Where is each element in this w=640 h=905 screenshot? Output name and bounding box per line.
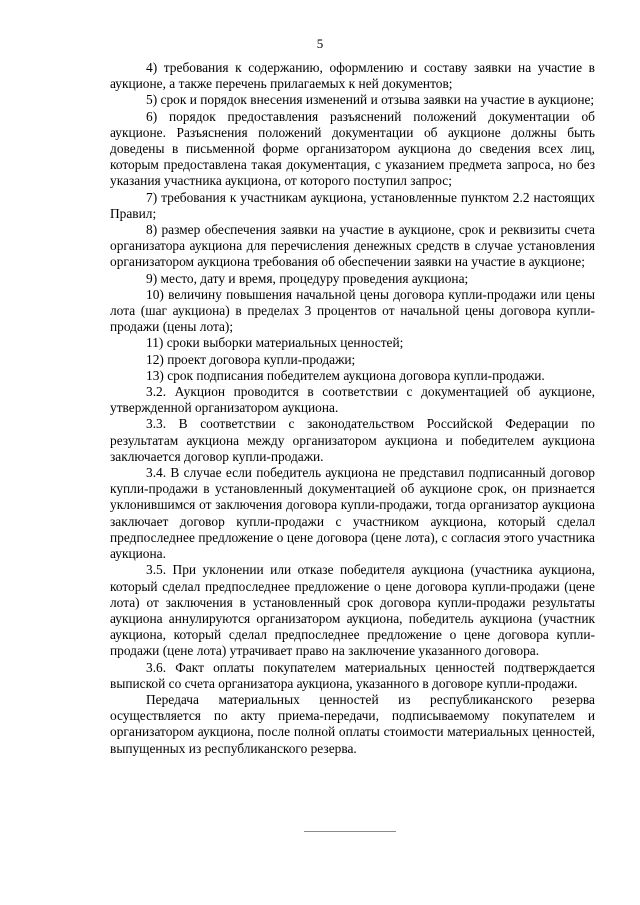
paragraph-item-8-application-security: 8) размер обеспечения заявки на участие в аукционе, срок и реквизиты счета организатора аукциона для перечисления денежных средств в случае установления организатором аукциона требования об обеспечении заявки на участие в аукционе; [110,222,595,270]
paragraph-item-10-auction-step: 10) величину повышения начальной цены договора купли-продажи или цены лота (шаг аукциона) в пределах 3 процентов от начальной цены договора купли-продажи (цены лота); [110,286,595,335]
paragraph-section-3-6: 3.6. Факт оплаты покупателем материальных ценностей подтверждается выпиской со счета организатора аукциона, указанного в договоре купли-продажи. [110,659,595,691]
paragraph-item-5-application-changes: 5) срок и порядок внесения изменений и отзыва заявки на участие в аукционе; [146,92,595,108]
paragraph-item-9-place-date-time: 9) место, дату и время, процедуру проведения аукциона; [146,270,469,286]
page-number: 5 [316,36,324,51]
paragraph-section-3-5: 3.5. При уклонении или отказе победителя аукциона (участника аукциона, который сделал предпоследнее предложение о цене договора купли-продажи (цене лота) от заключения в установленный срок договора купли-продажи результаты аукциона аннулируются организатором аукциона, победитель аукциона (участник аукциона, который сделал предпоследнее предложение о цене договора купли-продажи (цене лота) утрачивает право на заключение указанного договора. [110,562,595,659]
paragraph-item-11-collection-terms: 11) сроки выборки материальных ценностей; [146,335,404,351]
paragraph-item-12-draft-contract: 12) проект договора купли-продажи; [146,351,356,367]
paragraph-item-4-application-requirements: 4) требования к содержанию, оформлению и составу заявки на участие в аукционе, а также перечень прилагаемых к ней документов; [110,60,595,92]
paragraph-item-6-clarifications: 6) порядок предоставления разъяснений положений документации об аукционе. Разъяснения положений документации об аукционе должны быть доведены в письменной форме организатором аукциона до сведения всех лиц, которым предоставлена такая документация, с указанием предмета запроса, но без указания участника аукциона, от которого поступил запрос; [110,108,595,189]
paragraph-section-3-4: 3.4. В случае если победитель аукциона не представил подписанный договор купли-продажи в установленный документацией об аукционе срок, он признается уклонившимся от заключения договора купли-продажи, тогда организатор аукциона заключает договор купли-продажи с участником аукциона, который сделал предпоследнее предложение о цене договора (цене лота), с согласия этого участника аукциона. [110,465,595,562]
paragraph-section-3-2: 3.2. Аукцион проводится в соответствии с документацией об аукционе, утвержденной организатором аукциона. [110,384,595,416]
paragraph-section-3-3: 3.3. В соответствии с законодательством Российской Федерации по результатам аукциона между организатором аукциона и победителем аукциона заключается договор купли-продажи. [110,416,595,464]
paragraph-item-13-signing-term: 13) срок подписания победителем аукциона договора купли-продажи. [146,367,545,383]
document-body [110,60,595,757]
paragraph-transfer-of-values: Передача материальных ценностей из республиканского резерва осуществляется по акту приема-передачи, подписываемому покупателем и организатором аукциона, после полной оплаты стоимости материальных ценностей, выпущенных из республиканского резерва. [110,691,595,756]
paragraph-item-7-participant-requirements: 7) требования к участникам аукциона, установленные пунктом 2.2 настоящих Правил; [110,189,595,221]
footer-divider-line [304,831,396,832]
